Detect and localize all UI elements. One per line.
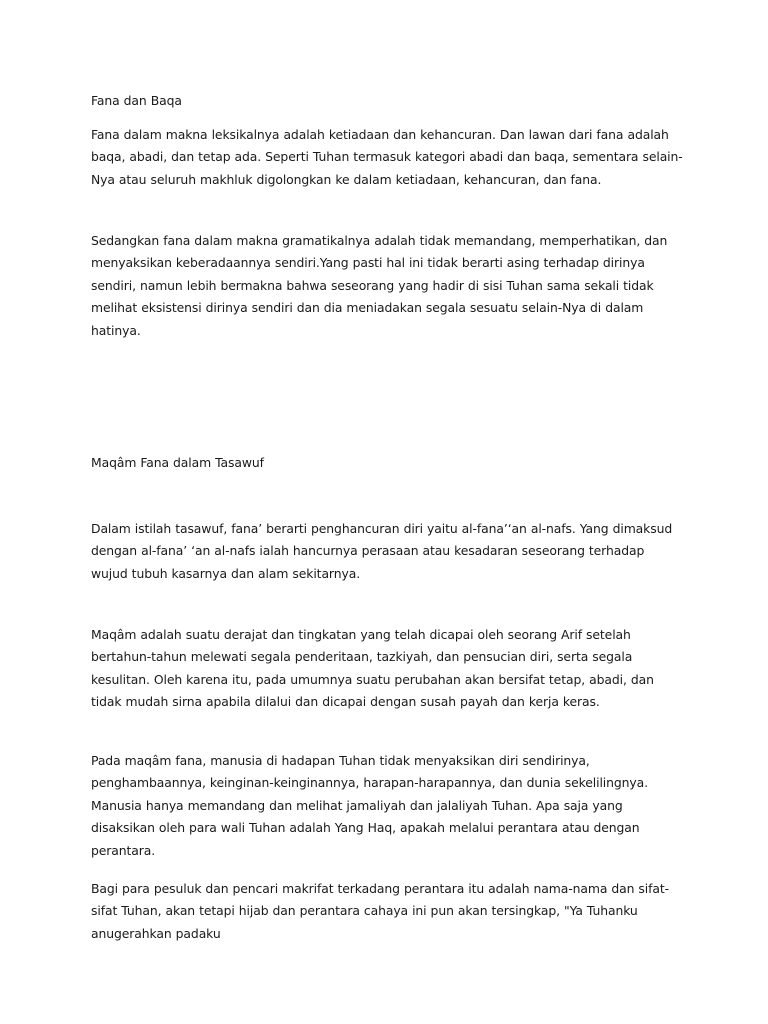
paragraph-maqam-fana-manusia: Pada maqâm fana, manusia di hadapan Tuhan tidak menyaksikan diri sendirinya, penghambaannya, keinginan-keinginannya, harapan-harapannya, dan dunia sekelilingnya. Manusia hanya memandang dan melihat jamaliyah dan jalaliyah Tuhan. Apa saja yang disaksikan oleh para wali Tuhan adalah Yang Haq, apakah melalui perantara atau dengan perantara. bbox=[91, 753, 648, 858]
paragraph-istilah-tasawuf: Dalam istilah tasawuf, fana’ berarti penghancuran diri yaitu al-fana’‘an al-nafs. Yang dimaksud dengan al-fana’ ‘an al-nafs ialah hancurnya perasaan atau kesadaran seseorang terhadap wujud tubuh kasarnya dan alam sekitarnya. bbox=[91, 521, 673, 581]
paragraph-fana-leksikal: Fana dalam makna leksikalnya adalah ketiadaan dan kehancuran. Dan lawan dari fana adalah baqa, abadi, dan tetap ada. Seperti Tuhan termasuk kategori abadi dan baqa, sementara selain-Nya atau seluruh makhluk digolongkan ke dalam ketiadaan, kehancuran, dan fana. bbox=[91, 127, 683, 187]
paragraph-pesuluk: Bagi para pesuluk dan pencari makrifat terkadang perantara itu adalah nama-nama dan sifat-sifat Tuhan, akan tetapi hijab dan perantara cahaya ini pun akan tersingkap, "Ya Tuhanku anugerahkan padaku bbox=[91, 881, 670, 941]
paragraph-maqam-derajat: Maqâm adalah suatu derajat dan tingkatan yang telah dicapai oleh seorang Arif setelah bertahun-tahun melewati segala penderitaan, tazkiyah, dan pensucian diri, serta segala kesulitan. Oleh karena itu, pada umumnya suatu perubahan akan bersifat tetap, abadi, dan tidak mudah sirna apabila dilalui dan dicapai dengan susah payah dan kerja keras. bbox=[91, 627, 654, 710]
section-heading-maqam-fana: Maqâm Fana dalam Tasawuf bbox=[91, 455, 264, 470]
document-title: Fana dan Baqa bbox=[91, 93, 182, 108]
paragraph-fana-gramatikal: Sedangkan fana dalam makna gramatikalnya adalah tidak memandang, memperhatikan, dan menyaksikan keberadaannya sendiri.Yang pasti hal ini tidak berarti asing terhadap dirinya sendiri, namun lebih bermakna bahwa seseorang yang hadir di sisi Tuhan sama sekali tidak melihat eksistensi dirinya sendiri dan dia meniadakan segala sesuatu selain-Nya di dalam hatinya. bbox=[91, 233, 668, 338]
